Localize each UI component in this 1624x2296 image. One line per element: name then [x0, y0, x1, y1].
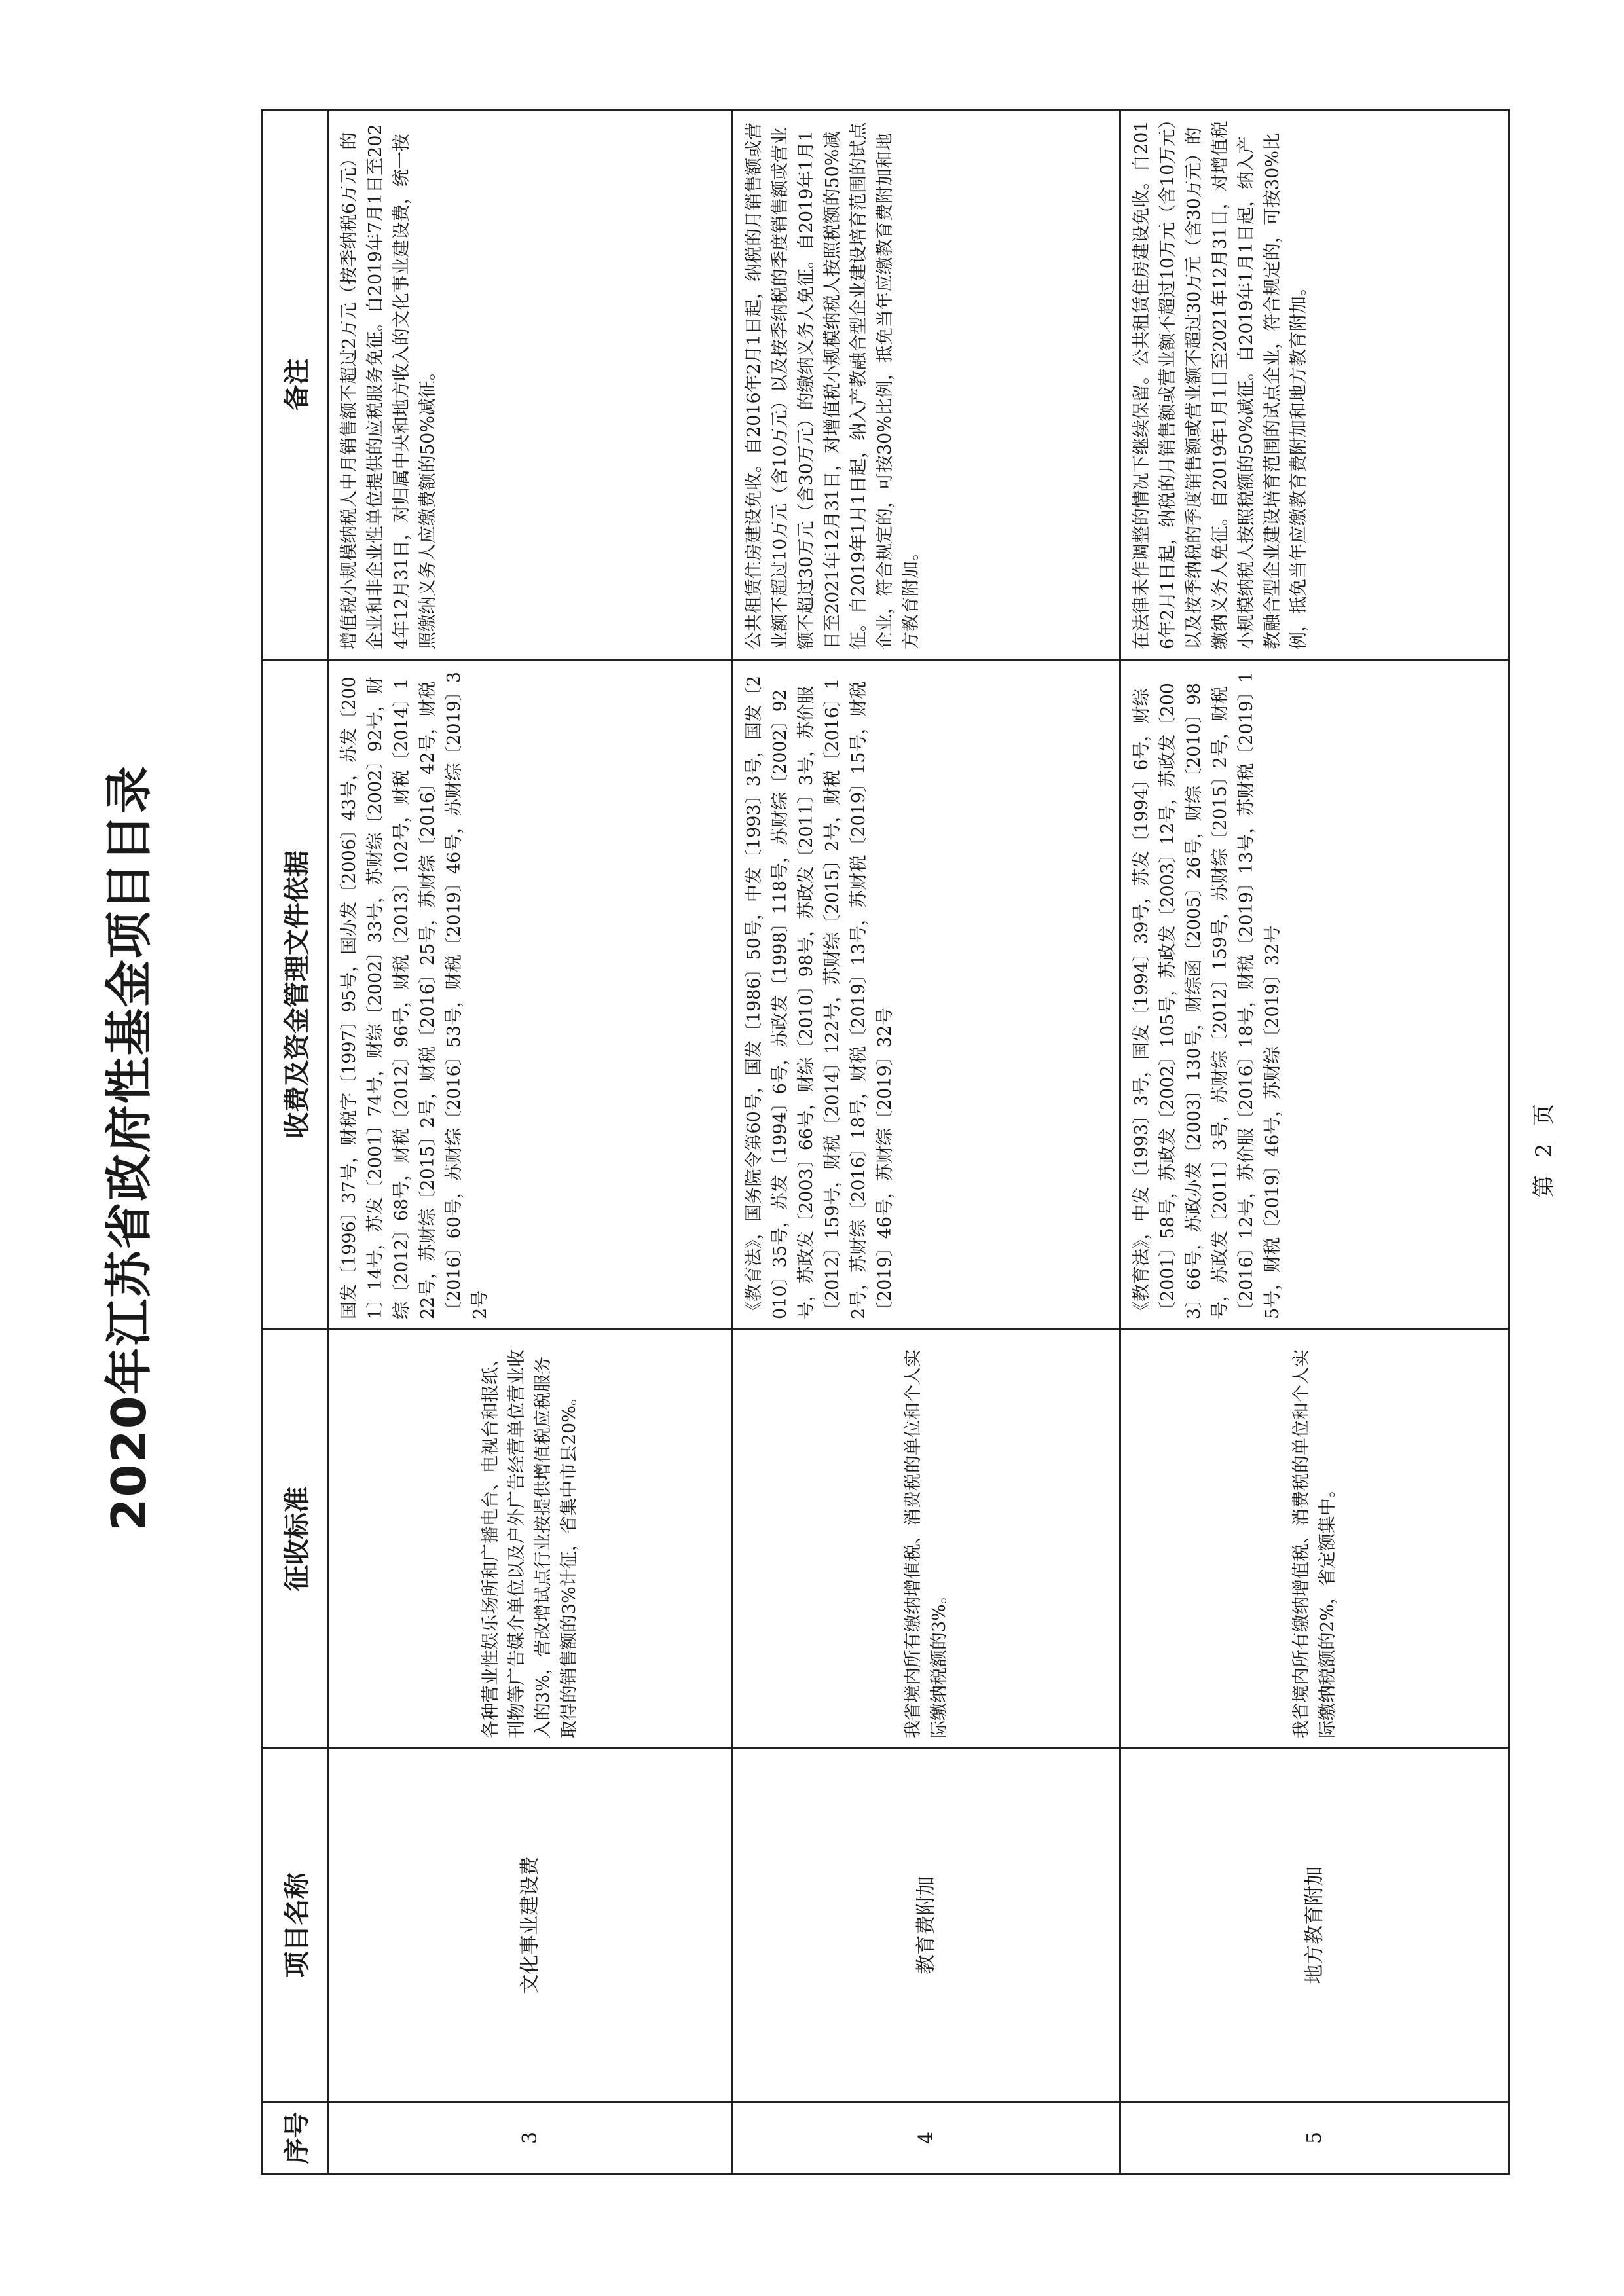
- row-name: 文化事业建设费: [328, 1749, 733, 2102]
- header-basis: 收费及资金管理文件依据: [262, 660, 328, 1330]
- row-seq: 4: [733, 2102, 1120, 2174]
- table-row: [328, 110, 733, 2174]
- row-name: 地方教育附加: [1120, 1749, 1509, 2102]
- row-remarks: 增值税小规模纳税人中月销售额不超过2万元（按季纳税6万元）的企业和非企业性单位提供的应税服务免征。自2019年7月1日至2024年12月31日，对归属中央和地方收入的文化事业建设费，统一按照缴纳义务人应缴费额的50%减征。: [328, 110, 733, 660]
- table-header-row: [262, 110, 328, 2174]
- row-seq: 3: [328, 2102, 733, 2174]
- row-remarks: 在法律未作调整的情况下继续保留。公共租赁住房建设免收。自2016年2月1日起，纳税的月销售额或营业额不超过10万元（含10万元）以及按季纳税的季度销售额或营业额不超过30万元（含30万元）的缴纳义务人免征。自2019年1月1日至2021年12月31日，对增值税小规模纳税人按照税额的50%减征。自2019年1月1日起，纳入产教融合型企业建设培育范围的试点企业，符合规定的，可按30%比例，抵免当年应缴教育费附加和地方教育附加。: [1120, 110, 1509, 660]
- row-standard: 我省境内所有缴纳增值税、消费税的单位和个人实际缴纳税额的3%。: [733, 1330, 1120, 1749]
- header-remarks: 备注: [262, 110, 328, 660]
- row-seq: 5: [1120, 2102, 1509, 2174]
- header-name: 项目名称: [262, 1749, 328, 2102]
- row-standard: 各种营业性娱乐场所和广播电台、电视台和报纸、刊物等广告媒介单位以及户外广告经营单位营业收入的3%，营改增试点行业按提供增值税应税服务取得的销售额的3%计征，省集中市县20%。: [328, 1330, 733, 1749]
- page-number: 第 2 页: [1531, 1098, 1557, 1198]
- row-basis: 国发〔1996〕37号，财税字〔1997〕95号，国办发〔2006〕43号，苏发〔2001〕14号，苏发〔2001〕74号，财综〔2002〕33号，苏财综〔2002〕92号，财综〔2012〕68号，财税〔2012〕96号，财税〔2013〕102号，财税〔2014〕122号，苏财综〔2015〕2号，财税〔2016〕25号，苏财综〔2016〕42号，财税〔2016〕60号，苏财综〔2016〕53号，财税〔2019〕46号，苏财综〔2019〕32号: [328, 660, 733, 1330]
- table-row: [1120, 110, 1509, 2174]
- row-standard: 我省境内所有缴纳增值税、消费税的单位和个人实际缴纳税额的2%，省定额集中。: [1120, 1330, 1509, 1749]
- fund-catalog-table: [261, 109, 1510, 2175]
- row-basis: 《教育法》，中发〔1993〕3号，国发〔1994〕39号，苏发〔1994〕6号，财综〔2001〕58号，苏政发〔2002〕105号，苏政发〔2003〕12号，苏政发〔2003〕66号，苏政办发〔2003〕130号，财综函〔2005〕26号，财综〔2010〕98号，苏政发〔2011〕3号，苏财综〔2012〕159号，苏财综〔2015〕2号，财税〔2016〕12号，苏价服〔2016〕18号，财税〔2019〕13号，苏财税〔2019〕15号，财税〔2019〕46号，苏财综〔2019〕32号: [1120, 660, 1509, 1330]
- header-standard: 征收标准: [262, 1330, 328, 1749]
- row-name: 教育费附加: [733, 1749, 1120, 2102]
- table-row: [733, 110, 1120, 2174]
- header-seq: 序号: [262, 2102, 328, 2174]
- row-basis: 《教育法》，国务院令第60号，国发〔1986〕50号，中发〔1993〕3号，国发〔2010〕35号，苏发〔1994〕6号，苏政发〔1998〕118号，苏财综〔2002〕92号，苏政发〔2003〕66号，财综〔2010〕98号，苏政发〔2011〕3号，苏价服〔2012〕159号，财税〔2014〕122号，苏财综〔2015〕2号，财税〔2016〕12号，苏财综〔2016〕18号，财税〔2019〕13号，苏财税〔2019〕15号，财税〔2019〕46号，苏财综〔2019〕32号: [733, 660, 1120, 1330]
- page-title: 2020年江苏省政府性基金项目目录: [101, 765, 157, 1531]
- row-remarks: 公共租赁住房建设免收。自2016年2月1日起，纳税的月销售额或营业额不超过10万元（含10万元）以及按季纳税的季度销售额或营业额不超过30万元（含30万元）的缴纳义务人免征。自2019年1月1日至2021年12月31日，对增值税小规模纳税人按照税额的50%减征。自2019年1月1日起，纳入产教融合型企业建设培育范围的试点企业，符合规定的，可按30%比例，抵免当年应缴教育费附加和地方教育附加。: [733, 110, 1120, 660]
